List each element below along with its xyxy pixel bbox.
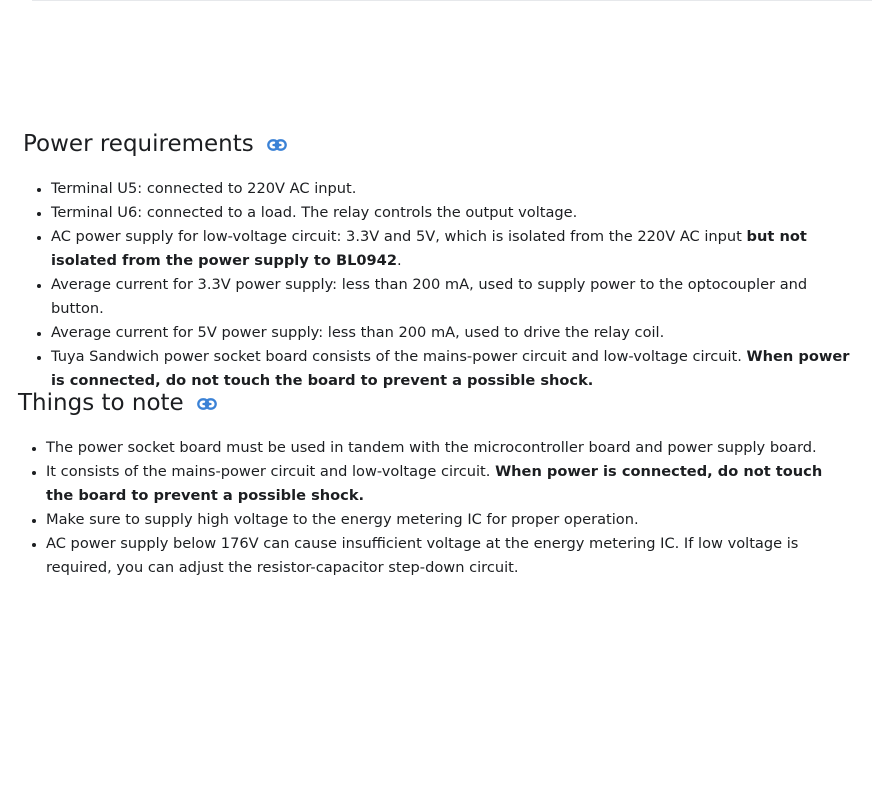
list-item: • The power socket board must be used in tandem with the microcontroller board and power supply board.	[46, 436, 851, 460]
heading-anchor-link[interactable]	[267, 138, 287, 152]
things-to-note-list	[0, 436, 851, 580]
list-item: • AC power supply for low-voltage circuit: 3.3V and 5V, which is isolated from the 220V AC input but not isolated from the power supply to BL0942.	[51, 225, 851, 273]
section-things-to-note	[0, 387, 883, 580]
list-item: • It consists of the mains-power circuit and low-voltage circuit. When power is connected, do not touch the board to prevent a possible shock.	[46, 460, 851, 508]
list-item: • Average current for 5V power supply: less than 200 mA, used to drive the relay coil.	[51, 321, 851, 345]
list-item: • Tuya Sandwich power socket board consists of the mains-power circuit and low-voltage circuit. When power is connected, do not touch the board to prevent a possible shock.	[51, 345, 851, 393]
top-divider	[32, 0, 872, 1]
heading-anchor-link[interactable]	[197, 397, 217, 411]
section-power-requirements	[0, 128, 883, 393]
heading-power-requirements	[0, 128, 883, 160]
heading-text: Things to note	[18, 390, 184, 416]
heading-text: Power requirements	[23, 131, 254, 157]
list-item: • Terminal U5: connected to 220V AC input.	[51, 177, 851, 201]
list-item: • Make sure to supply high voltage to the energy metering IC for proper operation.	[46, 508, 851, 532]
list-item: • Average current for 3.3V power supply: less than 200 mA, used to supply power to the optocoupler and button.	[51, 273, 851, 321]
heading-things-to-note	[0, 387, 883, 419]
power-requirements-list	[0, 177, 851, 393]
link-icon	[197, 397, 217, 411]
list-item: • Terminal U6: connected to a load. The relay controls the output voltage.	[51, 201, 851, 225]
list-item: • AC power supply below 176V can cause insufficient voltage at the energy metering IC. If low voltage is required, you can adjust the resistor-capacitor step-down circuit.	[46, 532, 851, 580]
link-icon	[267, 138, 287, 152]
